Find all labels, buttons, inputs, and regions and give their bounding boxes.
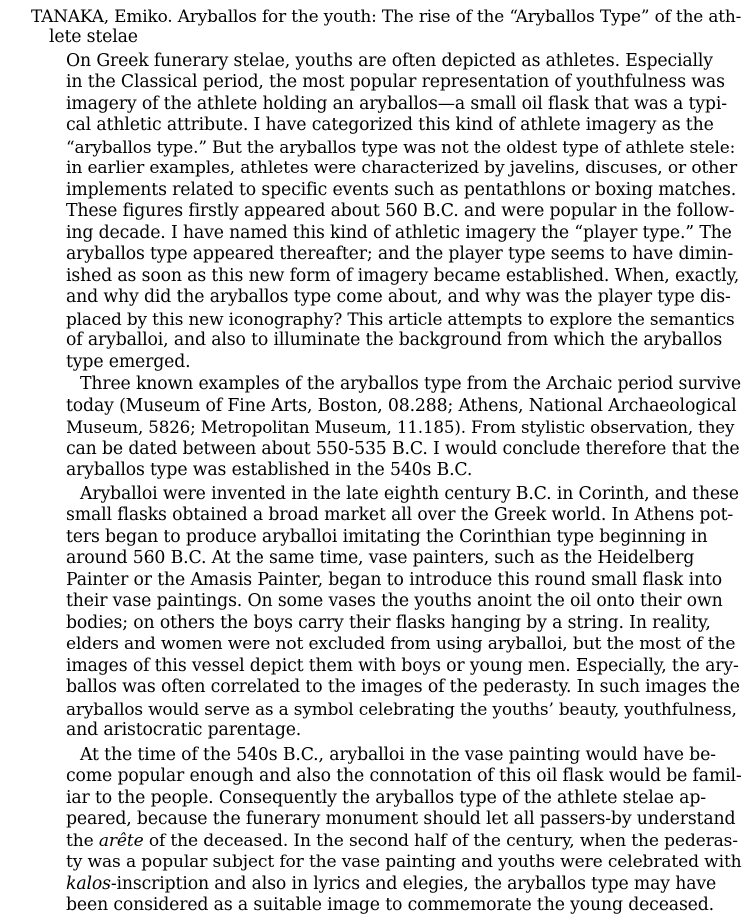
p1-line: in the Classical period, the most popular representation of youthfulness was: [66, 72, 725, 92]
p2-line: aryballos type was established in the 540s B.C.: [66, 460, 473, 480]
p1-line: implements related to specific events such as pentathlons or boxing matches.: [66, 180, 737, 200]
p4-line: peared, because the funerary monument should let all passers-by understand: [66, 809, 736, 829]
p1-line: cal athletic attribute. I have categorized this kind of athlete imagery as the: [66, 115, 714, 135]
p1-line: On Greek funerary stelae, youths are often depicted as athletes. Especially: [66, 51, 713, 71]
p4-line-kalos: [66, 873, 716, 895]
arete-italic: arête: [98, 831, 144, 851]
p3-line: around 560 B.C. At the same time, vase painters, such as the Heidelberg: [66, 548, 695, 568]
p3-line: aryballos would serve as a symbol celebrating the youths’ beauty, youthfulness,: [66, 699, 737, 719]
article-title-part-1: Aryballos for the youth: The rise of the “Aryballos Type” of the ath-: [177, 6, 742, 26]
p3-line: and aristocratic parentage.: [66, 720, 302, 740]
title-line-1: [31, 5, 741, 27]
p4-line: At the time of the 540s B.C., aryballoi in the vase painting would have be-: [80, 745, 716, 765]
p2-line: can be dated between about 550-535 B.C. I would conclude therefore that the: [66, 439, 740, 459]
p4-line-last: been considered as a suitable image to commemorate the young deceased.: [66, 895, 714, 915]
kalos-italic: kalos: [66, 874, 111, 894]
p1-line: These figures firstly appeared about 560 B.C. and were popular in the follow-: [66, 201, 735, 221]
p3-line: ters began to produce aryballoi imitating the Corinthian type beginning in: [66, 527, 708, 547]
p4-text: the: [66, 831, 99, 851]
p2-line: Museum, 5826; Metropolitan Museum, 11.185). From stylistic observation, they: [66, 417, 735, 437]
p3-line: Painter or the Amasis Painter, began to introduce this round small flask into: [66, 570, 722, 590]
p1-line: type emerged.: [66, 352, 191, 372]
p1-line: aryballos type appeared thereafter; and the player type seems to have dimin-: [66, 244, 734, 264]
p4-text: -inscription and also in lyrics and elegies, the aryballos type may have: [110, 874, 717, 894]
author-name: TANAKA, Emiko.: [31, 6, 173, 26]
p4-line: ty was a popular subject for the vase painting and youths were celebrated with: [66, 852, 742, 872]
p1-line: imagery of the athlete holding an aryballos—a small oil flask that was a typi-: [66, 94, 727, 114]
p1-line: placed by this new iconography? This article attempts to explore the semantics: [66, 309, 735, 329]
p2-line: today (Museum of Fine Arts, Boston, 08.288; Athens, National Archaeological: [66, 396, 737, 416]
p1-line: ing decade. I have named this kind of athletic imagery the “player type.” The: [66, 223, 732, 243]
p3-line: bodies; on others the boys carry their flasks hanging by a string. In reality,: [66, 613, 711, 633]
p3-line: images of this vessel depict them with boys or young men. Especially, the ary-: [66, 656, 739, 676]
title-line-2: lete stelae: [49, 27, 138, 47]
p3-line: ballos was often correlated to the images of the pederasty. In such images the: [66, 677, 740, 697]
p1-line: “aryballos type.” But the aryballos type was not the oldest type of athlete stele:: [66, 137, 736, 157]
p1-line: in earlier examples, athletes were characterized by javelins, discuses, or other: [66, 158, 738, 178]
p3-line: small flasks obtained a broad market all over the Greek world. In Athens pot-: [66, 505, 734, 525]
p4-line: come popular enough and also the connotation of this oil flask would be famil-: [66, 766, 742, 786]
p1-line: of aryballoi, and also to illuminate the background from which the aryballos: [66, 330, 723, 350]
p4-line: iar to the people. Consequently the aryballos type of the athlete stelae ap-: [66, 788, 706, 808]
p1-line: and why did the aryballos type come about, and why was the player type dis-: [66, 287, 731, 307]
p3-line: Aryballoi were invented in the late eighth century B.C. in Corinth, and these: [80, 484, 739, 504]
p3-line: elders and women were not excluded from using aryballoi, but the most of the: [66, 634, 736, 654]
p2-line: Three known examples of the aryballos type from the Archaic period survive: [80, 374, 741, 394]
p4-line-arete: [66, 830, 738, 852]
p3-line: their vase paintings. On some vases the youths anoint the oil onto their own: [66, 591, 723, 611]
p1-line: ished as soon as this new form of imagery became established. When, exactly,: [66, 266, 740, 286]
p4-text: of the deceased. In the second half of the century, when the pederas-: [143, 831, 738, 851]
